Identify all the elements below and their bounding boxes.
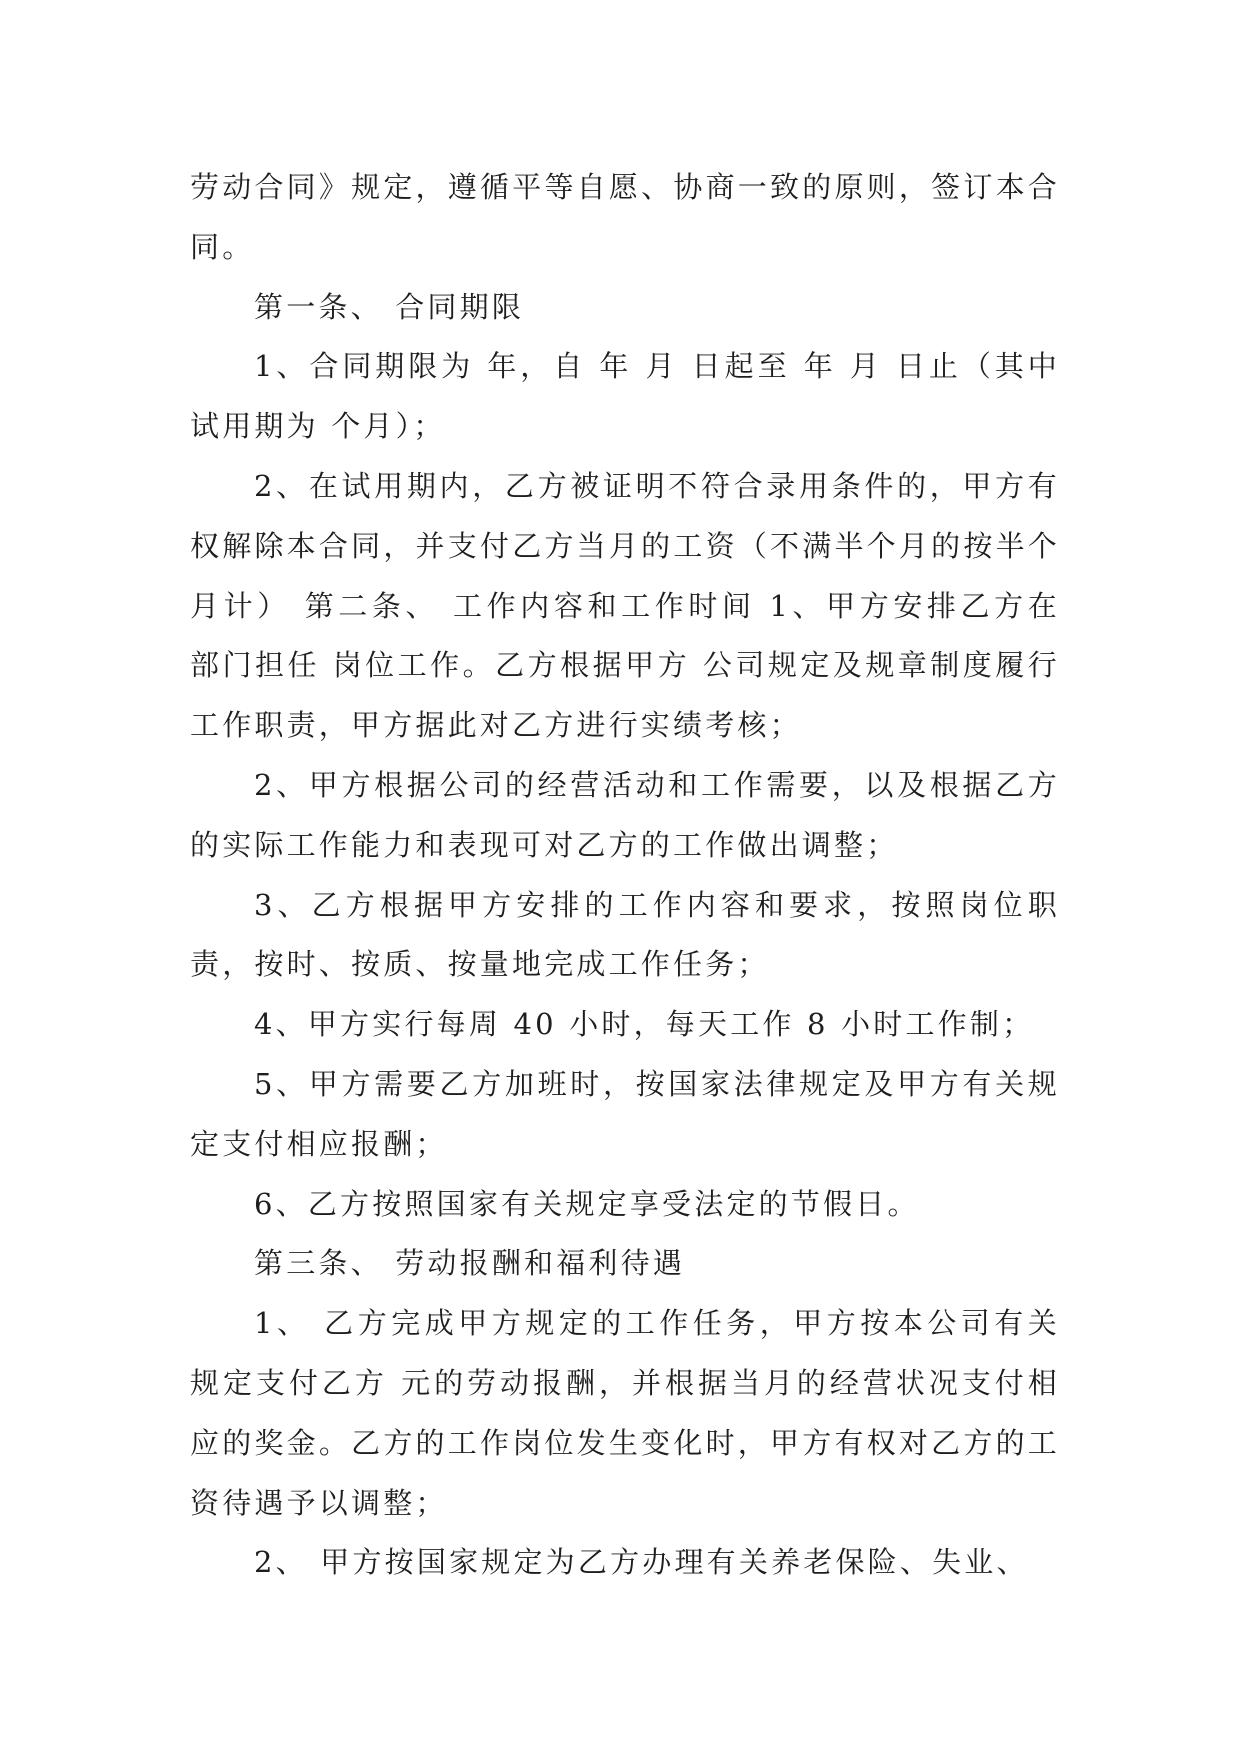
- article-2-clause-3: 3、乙方根据甲方安排的工作内容和要求，按照岗位职责，按时、按质、按量地完成工作任务；: [190, 887, 1060, 982]
- document-body: [190, 158, 1060, 1593]
- article-1-clause-2: 2、在试用期内，乙方被证明不符合录用条件的，甲方有权解除本合同，并支付乙方当月的工资（不满半个月的按半个月计） 第二条、 工作内容和工作时间 1、甲方安排乙方在 部门担任 岗位工作。乙方根据甲方 公司规定及规章制度履行工作职责，甲方据此对乙方进行实绩考核；: [190, 468, 1060, 743]
- article-3-heading: 第三条、 劳动报酬和福利待遇: [254, 1246, 686, 1281]
- article-3-clause-2: 2、 甲方按国家规定为乙方办理有关养老保险、失业、: [254, 1545, 1029, 1580]
- article-2-clause-4: 4、甲方实行每周 40 小时，每天工作 8 小时工作制；: [254, 1007, 1035, 1042]
- article-2-clause-6: 6、乙方按照国家有关规定享受法定的节假日。: [254, 1186, 920, 1221]
- article-2-clause-2: 2、甲方根据公司的经营活动和工作需要，以及根据乙方的实际工作能力和表现可对乙方的工作做出调整；: [190, 767, 1060, 862]
- article-3-clause-1: 1、 乙方完成甲方规定的工作任务，甲方按本公司有关规定支付乙方 元的劳动报酬，并根据当月的经营状况支付相应的奖金。乙方的工作岗位发生变化时，甲方有权对乙方的工资待遇予以调整；: [190, 1306, 1060, 1520]
- article-1-heading: 第一条、 合同期限: [254, 289, 525, 324]
- article-2-clause-5: 5、甲方需要乙方加班时，按国家法律规定及甲方有关规定支付相应报酬；: [190, 1066, 1060, 1161]
- article-1-clause-1: 1、合同期限为 年，自 年 月 日起至 年 月 日止（其中试用期为 个月）；: [190, 349, 1060, 444]
- paragraph-preamble-end: 劳动合同》规定，遵循平等自愿、协商一致的原则，签订本合同。: [190, 170, 1060, 264]
